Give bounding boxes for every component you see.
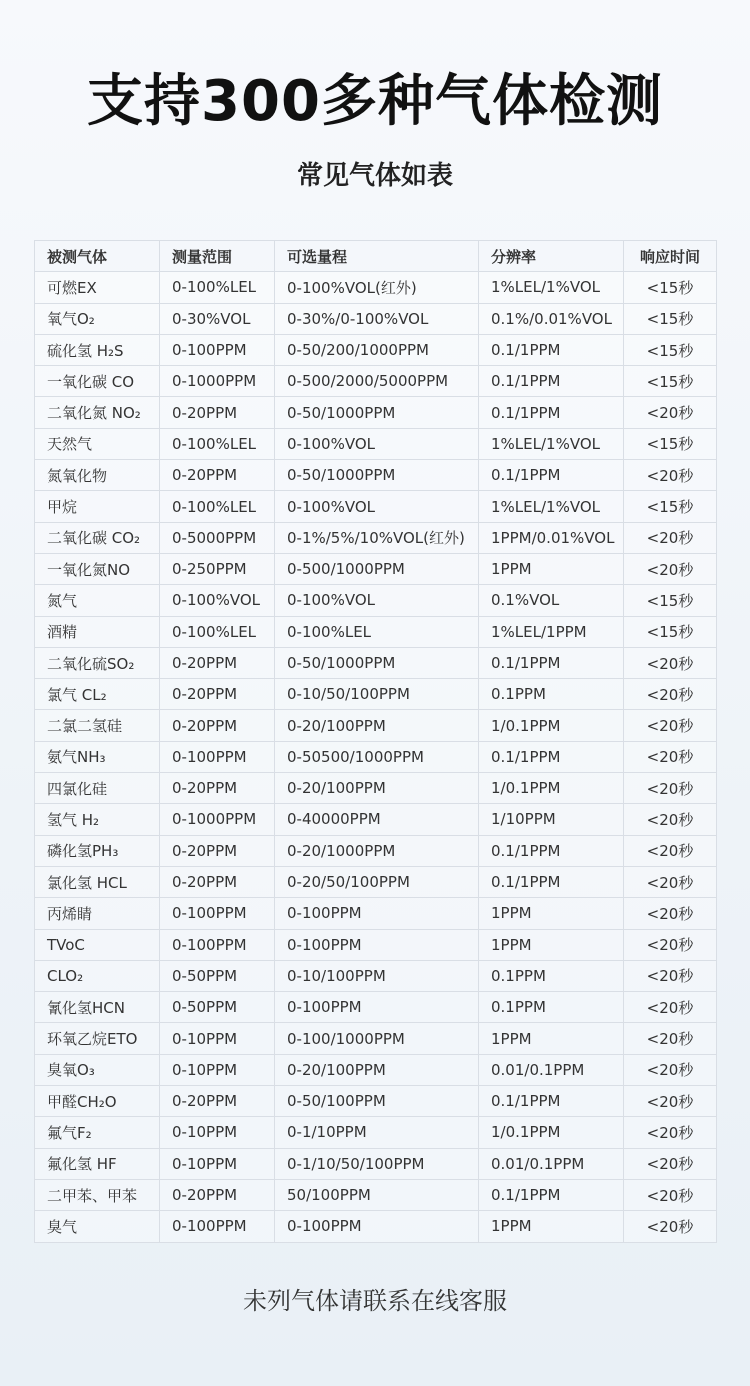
cell-gas: 氮氧化物 [35,460,160,491]
cell-optional-range: 0-50/200/1000PPM [275,334,479,365]
cell-optional-range: 0-100PPM [275,898,479,929]
cell-resolution: 1/0.1PPM [479,710,624,741]
cell-optional-range: 0-20/100PPM [275,710,479,741]
cell-gas: 氢气 H₂ [35,804,160,835]
table-row [35,553,717,584]
table-row [35,992,717,1023]
cell-optional-range: 0-100%LEL [275,616,479,647]
cell-resolution: 1%LEL/1%VOL [479,491,624,522]
cell-resolution: 1%LEL/1%VOL [479,272,624,303]
table-row [35,710,717,741]
cell-range: 0-20PPM [160,835,275,866]
cell-response-time: <20秒 [624,992,717,1023]
cell-range: 0-1000PPM [160,804,275,835]
cell-range: 0-10PPM [160,1023,275,1054]
cell-gas: 氮气 [35,585,160,616]
cell-range: 0-100PPM [160,1211,275,1242]
cell-response-time: <20秒 [624,898,717,929]
table-row [35,522,717,553]
cell-response-time: <20秒 [624,460,717,491]
cell-optional-range: 0-20/50/100PPM [275,866,479,897]
table-row [35,1023,717,1054]
cell-resolution: 1PPM [479,1023,624,1054]
cell-gas: 一氧化氮NO [35,553,160,584]
cell-range: 0-20PPM [160,710,275,741]
cell-optional-range: 0-30%/0-100%VOL [275,303,479,334]
cell-resolution: 0.1/1PPM [479,866,624,897]
cell-range: 0-20PPM [160,460,275,491]
cell-gas: 二氧化碳 CO₂ [35,522,160,553]
cell-range: 0-100%LEL [160,272,275,303]
cell-gas: 二甲苯、甲苯 [35,1179,160,1210]
cell-resolution: 0.1/1PPM [479,1179,624,1210]
table-row [35,491,717,522]
table-row [35,397,717,428]
cell-optional-range: 0-20/100PPM [275,1054,479,1085]
cell-gas: 氯气 CL₂ [35,679,160,710]
header-optional-range: 可选量程 [275,241,479,272]
cell-resolution: 0.1/1PPM [479,334,624,365]
cell-resolution: 1PPM [479,1211,624,1242]
gas-table [34,240,717,1243]
cell-resolution: 0.1/1PPM [479,460,624,491]
cell-gas: CLO₂ [35,960,160,991]
cell-gas: 臭氧O₃ [35,1054,160,1085]
cell-range: 0-20PPM [160,773,275,804]
cell-optional-range: 0-100PPM [275,992,479,1023]
cell-optional-range: 0-10/100PPM [275,960,479,991]
cell-optional-range: 0-100PPM [275,1211,479,1242]
cell-optional-range: 0-50/1000PPM [275,647,479,678]
cell-response-time: <20秒 [624,397,717,428]
header-range: 测量范围 [160,241,275,272]
table-body [35,272,717,1242]
cell-response-time: <20秒 [624,710,717,741]
cell-gas: 硫化氢 H₂S [35,334,160,365]
cell-range: 0-100%LEL [160,491,275,522]
cell-optional-range: 0-1/10/50/100PPM [275,1148,479,1179]
cell-resolution: 0.1PPM [479,960,624,991]
cell-resolution: 1%LEL/1PPM [479,616,624,647]
cell-range: 0-5000PPM [160,522,275,553]
table-row [35,616,717,647]
cell-range: 0-20PPM [160,647,275,678]
cell-response-time: <20秒 [624,1211,717,1242]
cell-range: 0-1000PPM [160,366,275,397]
cell-resolution: 0.1PPM [479,679,624,710]
cell-response-time: <20秒 [624,1179,717,1210]
cell-range: 0-50PPM [160,960,275,991]
cell-gas: 氯化氢 HCL [35,866,160,897]
header-gas: 被测气体 [35,241,160,272]
table-row [35,773,717,804]
cell-resolution: 1PPM [479,553,624,584]
cell-response-time: <15秒 [624,334,717,365]
cell-range: 0-10PPM [160,1054,275,1085]
cell-gas: 磷化氢PH₃ [35,835,160,866]
table-row [35,1179,717,1210]
cell-response-time: <20秒 [624,679,717,710]
cell-resolution: 0.1/1PPM [479,647,624,678]
cell-optional-range: 0-500/2000/5000PPM [275,366,479,397]
cell-optional-range: 0-50/100PPM [275,1086,479,1117]
cell-response-time: <15秒 [624,428,717,459]
cell-resolution: 1PPM [479,898,624,929]
cell-response-time: <20秒 [624,960,717,991]
cell-range: 0-250PPM [160,553,275,584]
cell-optional-range: 0-50/1000PPM [275,460,479,491]
cell-response-time: <20秒 [624,1086,717,1117]
cell-response-time: <20秒 [624,1054,717,1085]
table-row [35,460,717,491]
table-row [35,647,717,678]
cell-optional-range: 0-100PPM [275,929,479,960]
cell-range: 0-30%VOL [160,303,275,334]
cell-response-time: <20秒 [624,647,717,678]
cell-response-time: <15秒 [624,366,717,397]
cell-gas: 氧气O₂ [35,303,160,334]
table-row [35,1086,717,1117]
cell-optional-range: 0-20/1000PPM [275,835,479,866]
cell-optional-range: 0-50/1000PPM [275,397,479,428]
cell-gas: 一氧化碳 CO [35,366,160,397]
cell-resolution: 0.01/0.1PPM [479,1054,624,1085]
cell-resolution: 0.1%VOL [479,585,624,616]
cell-response-time: <15秒 [624,303,717,334]
table-row [35,835,717,866]
cell-range: 0-100%LEL [160,428,275,459]
table-row [35,334,717,365]
cell-resolution: 1PPM/0.01%VOL [479,522,624,553]
cell-optional-range: 0-100%VOL [275,428,479,459]
page-title: 支持300多种气体检测 [87,69,663,134]
cell-resolution: 0.1/1PPM [479,397,624,428]
cell-range: 0-100PPM [160,741,275,772]
header-resolution: 分辨率 [479,241,624,272]
table-row [35,679,717,710]
table-row [35,1054,717,1085]
cell-resolution: 1/0.1PPM [479,1117,624,1148]
cell-range: 0-20PPM [160,1179,275,1210]
cell-response-time: <20秒 [624,773,717,804]
cell-response-time: <20秒 [624,835,717,866]
cell-range: 0-20PPM [160,1086,275,1117]
header-response-time: 响应时间 [624,241,717,272]
cell-gas: 二氯二氢硅 [35,710,160,741]
cell-response-time: <20秒 [624,1023,717,1054]
table-row [35,1117,717,1148]
cell-resolution: 0.1PPM [479,992,624,1023]
cell-range: 0-50PPM [160,992,275,1023]
cell-range: 0-10PPM [160,1148,275,1179]
cell-gas: 丙烯睛 [35,898,160,929]
cell-response-time: <20秒 [624,1117,717,1148]
cell-response-time: <20秒 [624,804,717,835]
cell-resolution: 0.1%/0.01%VOL [479,303,624,334]
table-row [35,741,717,772]
cell-response-time: <20秒 [624,866,717,897]
cell-gas: 二氧化硫SO₂ [35,647,160,678]
cell-resolution: 1%LEL/1%VOL [479,428,624,459]
cell-optional-range: 0-1/10PPM [275,1117,479,1148]
cell-optional-range: 0-500/1000PPM [275,553,479,584]
cell-response-time: <20秒 [624,1148,717,1179]
cell-optional-range: 0-100%VOL(红外) [275,272,479,303]
cell-gas: 酒精 [35,616,160,647]
cell-optional-range: 0-10/50/100PPM [275,679,479,710]
cell-range: 0-100PPM [160,929,275,960]
cell-gas: 臭气 [35,1211,160,1242]
cell-gas: 四氯化硅 [35,773,160,804]
cell-optional-range: 0-40000PPM [275,804,479,835]
cell-resolution: 0.1/1PPM [479,366,624,397]
table-row [35,1148,717,1179]
cell-range: 0-100%LEL [160,616,275,647]
table-row [35,866,717,897]
cell-optional-range: 0-100%VOL [275,585,479,616]
cell-optional-range: 0-1%/5%/10%VOL(红外) [275,522,479,553]
cell-gas: 环氧乙烷ETO [35,1023,160,1054]
cell-gas: 氰化氢HCN [35,992,160,1023]
cell-resolution: 0.1/1PPM [479,741,624,772]
cell-response-time: <20秒 [624,553,717,584]
cell-gas: 天然气 [35,428,160,459]
cell-response-time: <15秒 [624,585,717,616]
cell-optional-range: 0-50500/1000PPM [275,741,479,772]
cell-response-time: <15秒 [624,491,717,522]
cell-gas: 二氧化氮 NO₂ [35,397,160,428]
table-row [35,303,717,334]
table-row [35,366,717,397]
table-row [35,960,717,991]
table-row [35,929,717,960]
cell-gas: 甲醛CH₂O [35,1086,160,1117]
cell-range: 0-100%VOL [160,585,275,616]
cell-range: 0-20PPM [160,679,275,710]
table-header-row [35,241,717,272]
table-row [35,804,717,835]
cell-response-time: <15秒 [624,272,717,303]
cell-gas: 氨气NH₃ [35,741,160,772]
cell-resolution: 0.01/0.1PPM [479,1148,624,1179]
table-row [35,898,717,929]
cell-optional-range: 0-20/100PPM [275,773,479,804]
cell-resolution: 1/0.1PPM [479,773,624,804]
cell-optional-range: 50/100PPM [275,1179,479,1210]
cell-optional-range: 0-100/1000PPM [275,1023,479,1054]
table-row [35,1211,717,1242]
cell-gas: 甲烷 [35,491,160,522]
cell-response-time: <20秒 [624,929,717,960]
cell-gas: 氟气F₂ [35,1117,160,1148]
table-row [35,585,717,616]
footer-note: 未列气体请联系在线客服 [243,1287,507,1315]
cell-range: 0-10PPM [160,1117,275,1148]
cell-range: 0-100PPM [160,334,275,365]
cell-gas: 氟化氢 HF [35,1148,160,1179]
cell-resolution: 0.1/1PPM [479,835,624,866]
cell-range: 0-20PPM [160,397,275,428]
gas-table-container [34,240,716,1243]
table-row [35,272,717,303]
cell-resolution: 1PPM [479,929,624,960]
page-subtitle: 常见气体如表 [296,161,453,191]
cell-response-time: <20秒 [624,522,717,553]
cell-resolution: 0.1/1PPM [479,1086,624,1117]
cell-response-time: <15秒 [624,616,717,647]
cell-gas: TVoC [35,929,160,960]
cell-optional-range: 0-100%VOL [275,491,479,522]
cell-resolution: 1/10PPM [479,804,624,835]
cell-range: 0-20PPM [160,866,275,897]
cell-range: 0-100PPM [160,898,275,929]
cell-response-time: <20秒 [624,741,717,772]
table-row [35,428,717,459]
cell-gas: 可燃EX [35,272,160,303]
